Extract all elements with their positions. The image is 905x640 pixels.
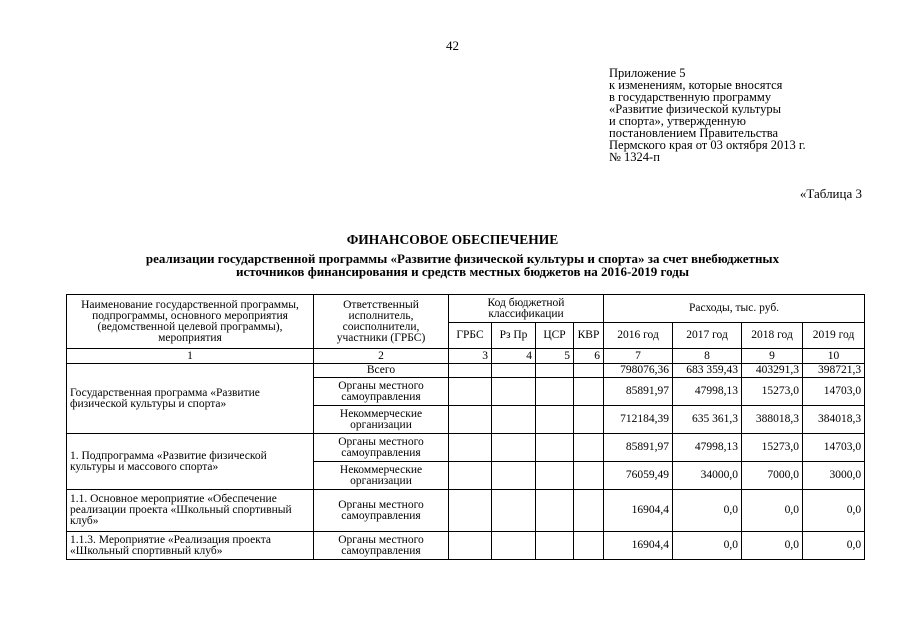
cell-2019: 14703,0 [803, 434, 865, 462]
cell-2016: 16904,4 [604, 490, 673, 532]
cell-2019: 398721,3 [803, 364, 865, 378]
column-number: 7 [604, 349, 673, 364]
appendix-line: к изменениям, которые вносятся [609, 78, 783, 92]
column-number: 2 [314, 349, 449, 364]
table-row [67, 364, 865, 378]
row-executor: Некоммерческие организации [314, 462, 449, 490]
cell-grbs [449, 462, 492, 490]
cell-csr [536, 462, 574, 490]
cell-2016: 712184,39 [604, 406, 673, 434]
cell-grbs [449, 406, 492, 434]
cell-rzpr [492, 364, 536, 378]
cell-2019: 3000,0 [803, 462, 865, 490]
appendix-line: Пермского края от 03 октября 2013 г. [609, 138, 806, 152]
appendix-line: «Развитие физической культуры [609, 102, 781, 116]
header-2016: 2016 год [604, 323, 673, 349]
appendix-line: в государственную программу [609, 90, 772, 104]
table-row [67, 434, 865, 462]
cell-grbs [449, 378, 492, 406]
appendix-line: Приложение 5 [609, 66, 686, 80]
row-name: 1.1. Основное мероприятие «Обеспечение реализации проекта «Школьный спортивный клуб» [67, 490, 314, 532]
cell-2018: 388018,3 [742, 406, 803, 434]
cell-csr [536, 378, 574, 406]
header-executor: Ответственный исполнитель, соисполнители, участники (ГРБС) [314, 295, 449, 349]
row-executor: Всего [314, 364, 449, 378]
appendix-line: № 1324-п [609, 150, 660, 164]
cell-kvr [574, 532, 604, 560]
table-row [67, 532, 865, 560]
cell-2018: 0,0 [742, 532, 803, 560]
cell-2016: 16904,4 [604, 532, 673, 560]
cell-2018: 15273,0 [742, 434, 803, 462]
header-code: Код бюджетной классификации [449, 295, 604, 323]
page-number: 42 [446, 38, 459, 53]
row-executor: Органы местного самоуправления [314, 490, 449, 532]
column-number: 3 [449, 349, 492, 364]
subtitle-line: реализации государственной программы «Развитие физической культуры и спорта» за счет внебюджетных [145, 251, 780, 266]
header-rzpr: Рз Пр [492, 323, 536, 349]
header-name: Наименование государственной программы, подпрограммы, основного мероприятия (ведомственной целевой программы), мероприятия [67, 295, 314, 349]
cell-2017: 47998,13 [673, 434, 742, 462]
cell-rzpr [492, 434, 536, 462]
cell-2018: 15273,0 [742, 378, 803, 406]
row-executor: Органы местного самоуправления [314, 434, 449, 462]
cell-rzpr [492, 406, 536, 434]
column-number: 8 [673, 349, 742, 364]
cell-2017: 683 359,43 [673, 364, 742, 378]
cell-csr [536, 406, 574, 434]
row-executor: Органы местного самоуправления [314, 378, 449, 406]
header-csr: ЦСР [536, 323, 574, 349]
header-kvr: КВР [574, 323, 604, 349]
row-executor: Органы местного самоуправления [314, 532, 449, 560]
cell-csr [536, 490, 574, 532]
cell-2019: 384018,3 [803, 406, 865, 434]
cell-2016: 85891,97 [604, 434, 673, 462]
cell-csr [536, 364, 574, 378]
cell-2016: 85891,97 [604, 378, 673, 406]
cell-kvr [574, 406, 604, 434]
cell-2017: 47998,13 [673, 378, 742, 406]
cell-grbs [449, 532, 492, 560]
cell-kvr [574, 378, 604, 406]
cell-rzpr [492, 462, 536, 490]
cell-2019: 14703,0 [803, 378, 865, 406]
cell-grbs [449, 434, 492, 462]
header-2018: 2018 год [742, 323, 803, 349]
header-grbs: ГРБС [449, 323, 492, 349]
table-row [67, 490, 865, 532]
row-name: Государственная программа «Развитие физической культуры и спорта» [67, 364, 314, 434]
cell-grbs [449, 490, 492, 532]
subtitle-line: источников финансирования и средств местных бюджетов на 2016-2019 годы [235, 264, 689, 279]
header-expenses: Расходы, тыс. руб. [604, 295, 865, 323]
cell-csr [536, 532, 574, 560]
cell-2019: 0,0 [803, 490, 865, 532]
cell-kvr [574, 434, 604, 462]
appendix-block [609, 67, 899, 163]
cell-2018: 403291,3 [742, 364, 803, 378]
cell-grbs [449, 364, 492, 378]
cell-2017: 0,0 [673, 532, 742, 560]
appendix-line: и спорта», утвержденную [609, 114, 746, 128]
row-name: 1. Подпрограмма «Развитие физической культуры и массового спорта» [67, 434, 314, 490]
column-number: 4 [492, 349, 536, 364]
cell-2016: 798076,36 [604, 364, 673, 378]
column-number: 5 [536, 349, 574, 364]
cell-csr [536, 434, 574, 462]
cell-kvr [574, 364, 604, 378]
cell-rzpr [492, 532, 536, 560]
cell-rzpr [492, 490, 536, 532]
cell-2017: 635 361,3 [673, 406, 742, 434]
cell-2016: 76059,49 [604, 462, 673, 490]
appendix-line: постановлением Правительства [609, 126, 779, 140]
cell-kvr [574, 490, 604, 532]
column-number: 10 [803, 349, 865, 364]
financing-table [66, 294, 865, 560]
document-title: ФИНАНСОВОЕ ОБЕСПЕЧЕНИЕ [346, 232, 559, 247]
cell-kvr [574, 462, 604, 490]
column-number: 9 [742, 349, 803, 364]
cell-2018: 7000,0 [742, 462, 803, 490]
cell-2019: 0,0 [803, 532, 865, 560]
cell-2017: 0,0 [673, 490, 742, 532]
cell-2018: 0,0 [742, 490, 803, 532]
table-reference: «Таблица 3 [799, 186, 862, 201]
document-subtitle [60, 252, 865, 278]
cell-2017: 34000,0 [673, 462, 742, 490]
row-executor: Некоммерческие организации [314, 406, 449, 434]
header-2017: 2017 год [673, 323, 742, 349]
column-number: 1 [67, 349, 314, 364]
header-2019: 2019 год [803, 323, 865, 349]
row-name: 1.1.3. Мероприятие «Реализация проекта «Школьный спортивный клуб» [67, 532, 314, 560]
column-number: 6 [574, 349, 604, 364]
cell-rzpr [492, 378, 536, 406]
